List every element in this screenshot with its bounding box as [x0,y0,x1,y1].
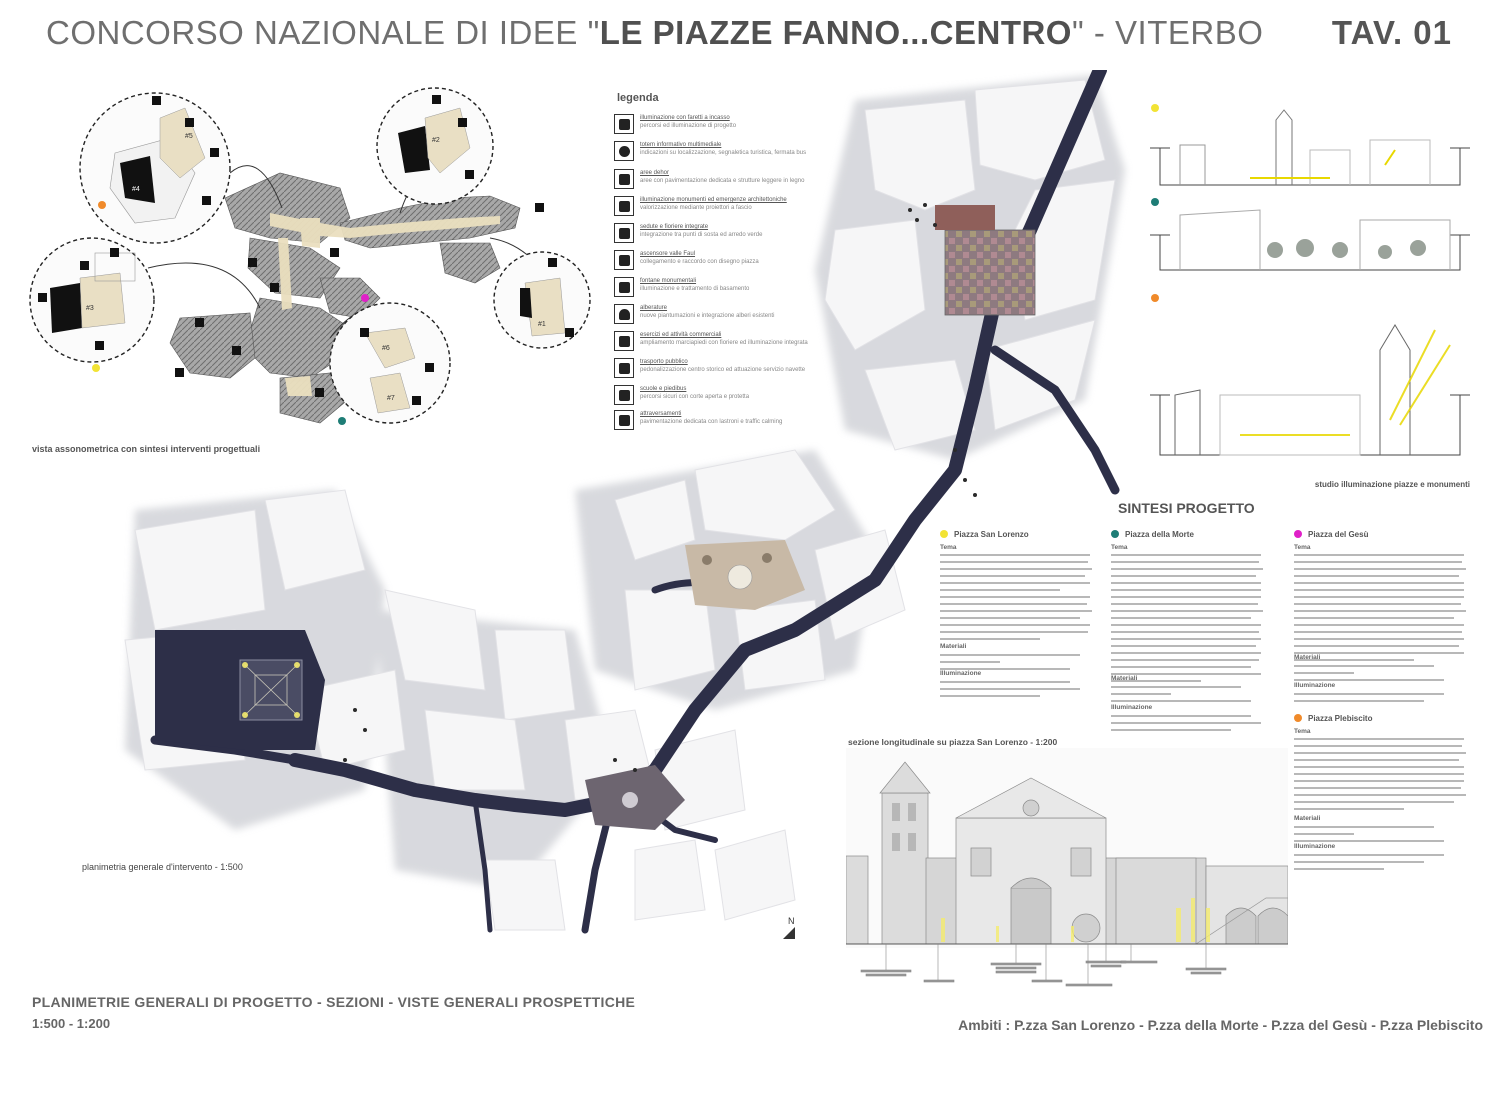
sintesi-text-block [1111,713,1271,743]
svg-text:#1: #1 [538,321,546,328]
longitudinal-caption: sezione longitudinale su piazza San Lorenzo - 1:200 [848,737,1058,747]
legend-item: esercizi ed attività commerciali ampliamento marciapiedi con fioriere ed illuminazione integrata [612,331,812,355]
illuminazione-label: Illuminazione [1294,682,1336,689]
sintesi-text-block [1294,736,1474,816]
legend-item: fontane monumentali illuminazione e trattamento di basamento [612,277,812,301]
north-arrow-icon [782,926,796,940]
plan-caption: planimetria generale d'intervento - 1:500 [82,862,243,872]
svg-text:#3: #3 [86,305,94,312]
plan-piazza-san-lorenzo [155,630,325,750]
tema-label: Tema [1111,544,1128,551]
materiali-label: Materiali [940,643,967,650]
section-dot-yellow [1151,104,1159,112]
illuminazione-label: Illuminazione [1294,843,1336,850]
sheet-number: TAV. 01 [1331,14,1452,51]
legend-item: scuole e piedibus percorsi sicuri con corte aperta e protetta [612,385,812,409]
piazza-title: Piazza San Lorenzo [954,530,1029,539]
section-annotations [861,944,1226,986]
section-della-morte [1150,210,1470,270]
sintesi-text-block [940,652,1100,682]
piazza-title: Piazza della Morte [1125,530,1194,539]
section-dot-teal [1151,198,1159,206]
sintesi-title: SINTESI PROGETTO [1118,500,1255,516]
svg-text:#5: #5 [185,133,193,140]
piazza-dot-teal [1111,530,1119,538]
tema-label: Tema [1294,544,1311,551]
north-label: N [788,916,795,926]
legend-item: alberature nuove piantumazioni e integrazione alberi esistenti [612,304,812,328]
piazza-title: Piazza Plebiscito [1308,714,1373,723]
lighting-sections [1150,90,1480,490]
legend-item: illuminazione monumenti ed emergenze architettoniche valorizzazione mediante proiettori a fascio [612,196,812,220]
sintesi-text-block [1294,852,1474,876]
section-plebiscito [1150,325,1470,455]
svg-text:#4: #4 [132,186,140,193]
piazza-title: Piazza del Gesù [1308,530,1369,539]
legend-item: totem informativo multimediale indicazioni su localizzazione, segnaletica turistica, fermata bus [612,141,812,165]
axonometric-caption: vista assonometrica con sintesi interventi progettuali [32,444,261,454]
svg-text:#7: #7 [387,395,395,402]
section-san-lorenzo [1150,110,1470,185]
piazza-dot-magenta [1294,530,1302,538]
sections-caption: studio illuminazione piazze e monumenti [1314,480,1470,489]
legend-item: sedute e fioriere integrate integrazione tra punti di sosta ed arredo verde [612,223,812,247]
illuminazione-label: Illuminazione [1111,704,1153,711]
section-dot-orange [1151,294,1159,302]
footer-scales: 1:500 - 1:200 [32,1016,111,1031]
poster-title: CONCORSO NAZIONALE DI IDEE "LE PIAZZE FANNO...CENTRO" - VITERBO [46,14,1264,51]
svg-text:#2: #2 [432,137,440,144]
legend-item: ascensore valle Faul collegamento e raccordo con disegno piazza [612,250,812,274]
footer-ambiti: Ambiti : P.zza San Lorenzo - P.zza della Morte - P.zza del Gesù - P.zza Plebiscito [958,1017,1483,1033]
tema-label: Tema [940,544,957,551]
tema-label: Tema [1294,728,1311,735]
illuminazione-label: Illuminazione [940,670,982,677]
longitudinal-section [846,748,1288,994]
legend-item: trasporto pubblico pedonalizzazione centro storico ed attuazione servizio navette [612,358,812,382]
svg-text:#6: #6 [382,345,390,352]
piazza-dot-orange [1294,714,1302,722]
materiali-label: Materiali [1294,654,1321,661]
materiali-label: Materiali [1294,815,1321,822]
footer-title: PLANIMETRIE GENERALI DI PROGETTO - SEZIONI - VISTE GENERALI PROSPETTICHE [32,994,636,1010]
piazza-dot-yellow [940,530,948,538]
legend-title: legenda [617,92,659,104]
legend-item: aree dehor aree con pavimentazione dedicata e strutture leggere in legno [612,169,812,193]
legend-item: attraversamenti pavimentazione dedicata con lastroni e traffic calming [612,410,812,434]
materiali-label: Materiali [1111,675,1138,682]
legend-item: illuminazione con faretti a incasso percorsi ed illuminazione di progetto [612,114,812,138]
sintesi-text-block [1294,691,1474,711]
sintesi-text-block [940,679,1100,709]
